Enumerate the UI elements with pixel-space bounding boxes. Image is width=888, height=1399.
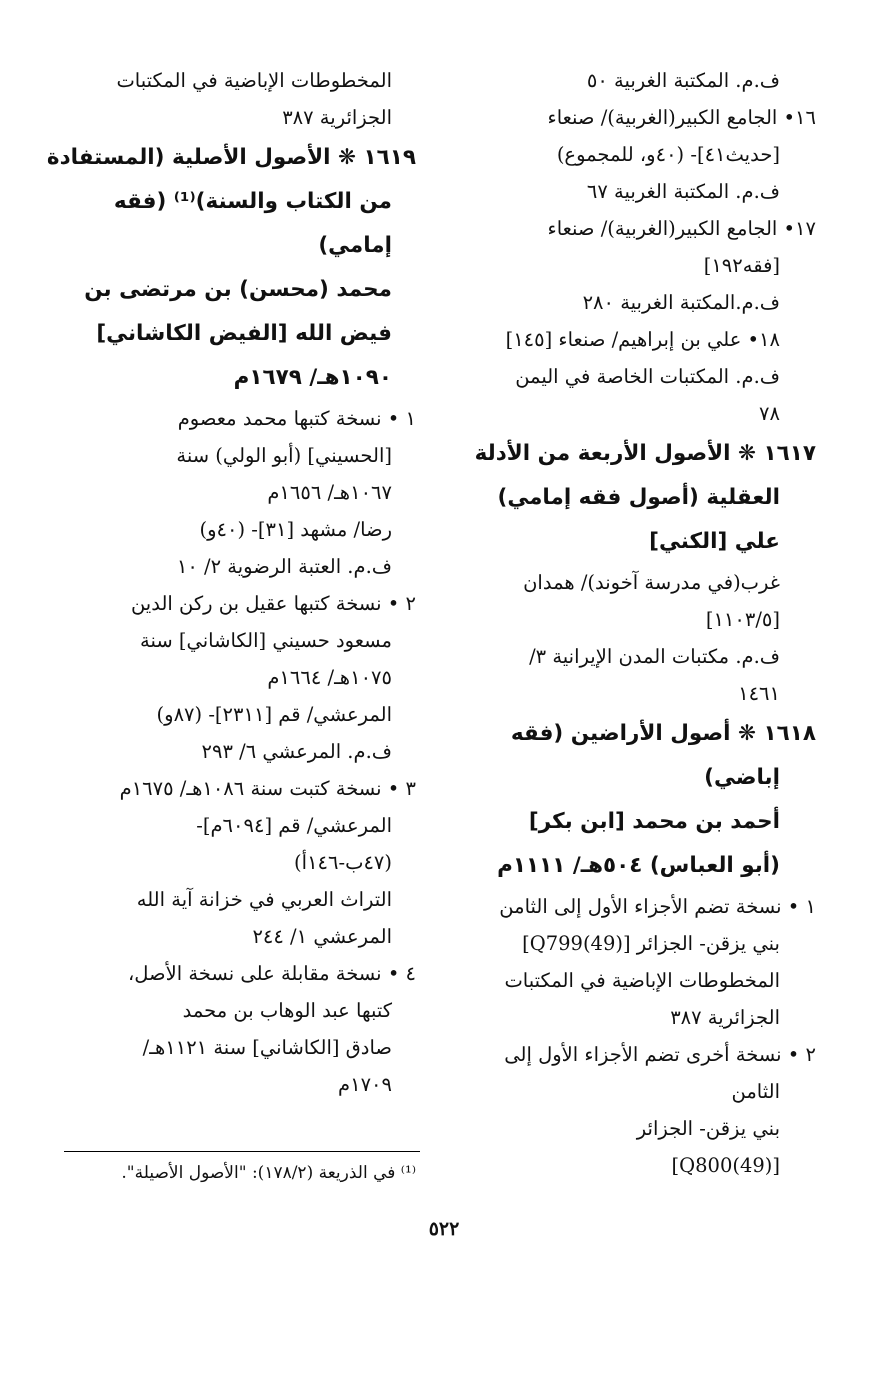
left-column	[46, 62, 416, 1103]
text-line: كتبها عبد الوهاب بن محمد	[182, 999, 392, 1022]
text-line: المرعشي ١/ ٢٤٤	[252, 925, 392, 948]
text-line: ١٠٧٥هـ/ ١٦٦٤م	[267, 666, 392, 689]
text-line: مسعود حسيني [الكاشاني] سنة	[140, 629, 392, 652]
text-line: التراث العربي في خزانة آية الله	[136, 888, 392, 911]
text-line: ١٤٦١	[738, 682, 780, 705]
text-line: ف.م. العتبة الرضوية ٢/ ١٠	[176, 555, 392, 578]
entry-heading-line: محمد (محسن) بن مرتضى بن	[84, 277, 392, 302]
text-line: ف.م. المرعشي ٦/ ٢٩٣	[201, 740, 392, 763]
entry-heading-line: ١٠٩٠هـ/ ١٦٧٩م	[233, 365, 392, 390]
text-line: ٣ • نسخة كتبت سنة ١٠٨٦هـ/ ١٦٧٥م	[119, 777, 416, 800]
text-line: ٢ • نسخة كتبها عقيل بن ركن الدين	[130, 592, 416, 615]
text-line: (٤٧ب-١٤٦أ)	[294, 851, 392, 874]
entry-heading-line: ١٦١٨ ❋ أصول الأراضين (فقه	[510, 721, 816, 746]
text-line: ٢ • نسخة أخرى تضم الأجزاء الأول إلى	[504, 1043, 816, 1066]
text-line: ٤ • نسخة مقابلة على نسخة الأصل،	[128, 962, 416, 985]
text-line: ف.م. المكتبات الخاصة في اليمن	[515, 365, 780, 388]
text-line: [Q800(49)]	[671, 1154, 780, 1177]
text-line: [الحسيني] (أبو الولي) سنة	[176, 444, 392, 467]
text-line: رضا/ مشهد [٣١]- (٤٠و)	[199, 518, 392, 541]
entry-heading-line: ١٦١٩ ❋ الأصول الأصلية (المستفادة	[46, 145, 416, 170]
text-line: ف.م.المكتبة الغربية ٢٨٠	[582, 291, 780, 314]
text-line: [١١٠٣/٥]	[705, 608, 780, 631]
text-line: ١٧٠٩م	[338, 1073, 392, 1096]
text-line: الثامن	[731, 1080, 780, 1103]
text-line: المخطوطات الإباضية في المكتبات	[116, 69, 392, 92]
text-line: ١٧• الجامع الكبير(الغربية)/ صنعاء	[547, 217, 816, 240]
page-number: ٥٢٢	[428, 1218, 460, 1240]
entry-heading-line: إمامي)	[318, 233, 392, 258]
entry-heading-line: علي [الكني]	[649, 529, 780, 554]
entry-heading-line: فيض الله [الفيض الكاشاني]	[96, 321, 392, 346]
text-line: المخطوطات الإباضية في المكتبات	[504, 969, 780, 992]
text-line: [حديث٤١]- (٤٠و، للمجموع)	[556, 143, 780, 166]
text-line: غرب(في مدرسة آخوند)/ همدان	[523, 571, 780, 594]
text-line: الجزائرية ٣٨٧	[670, 1006, 780, 1029]
footnote: ⁽¹⁾ في الذريعة (١٧٨/٢): "الأصول الأصيلة".	[121, 1163, 416, 1183]
text-line: [فقه١٩٢]	[703, 254, 780, 277]
text-line: الجزائرية ٣٨٧	[282, 106, 392, 129]
text-line: ١ • نسخة كتبها محمد معصوم	[177, 407, 416, 430]
entry-heading-line: من الكتاب والسنة)⁽¹⁾ (فقه	[113, 189, 392, 214]
text-line: صادق [الكاشاني] سنة ١١٢١هـ/	[142, 1036, 392, 1059]
text-line: بني يزقن- الجزائر [Q799(49)]	[522, 932, 780, 955]
entry-heading-line: ١٦١٧ ❋ الأصول الأربعة من الأدلة	[474, 441, 816, 466]
text-line: ٧٨	[759, 402, 780, 425]
entry-heading-line: إباضي)	[704, 765, 780, 790]
text-line: بني يزقن- الجزائر	[636, 1117, 780, 1140]
text-line: ف.م. مكتبات المدن الإيرانية ٣/	[529, 645, 780, 668]
text-line: ١٠٦٧هـ/ ١٦٥٦م	[267, 481, 392, 504]
text-line: ف.م. المكتبة الغربية ٦٧	[586, 180, 780, 203]
entry-heading-line: (أبو العباس) ٥٠٤هـ/ ١١١١م	[497, 853, 780, 878]
entry-heading-line: العقلية (أصول فقه إمامي)	[497, 485, 780, 510]
text-line: ١ • نسخة تضم الأجزاء الأول إلى الثامن	[499, 895, 816, 918]
entry-heading-line: أحمد بن محمد [ابن بكر]	[528, 809, 780, 834]
text-line: ١٦• الجامع الكبير(الغربية)/ صنعاء	[547, 106, 816, 129]
footnote-separator	[64, 1151, 420, 1152]
right-column	[471, 62, 816, 1184]
text-line: المرعشي/ قم [٢٣١١]- (٨٧و)	[156, 703, 392, 726]
text-line: ١٨• علي بن إبراهيم/ صنعاء [١٤٥]	[505, 328, 780, 351]
text-line: المرعشي/ قم [٦٠٩٤م]-	[196, 814, 392, 837]
text-line: ف.م. المكتبة الغربية ٥٠	[586, 69, 780, 92]
